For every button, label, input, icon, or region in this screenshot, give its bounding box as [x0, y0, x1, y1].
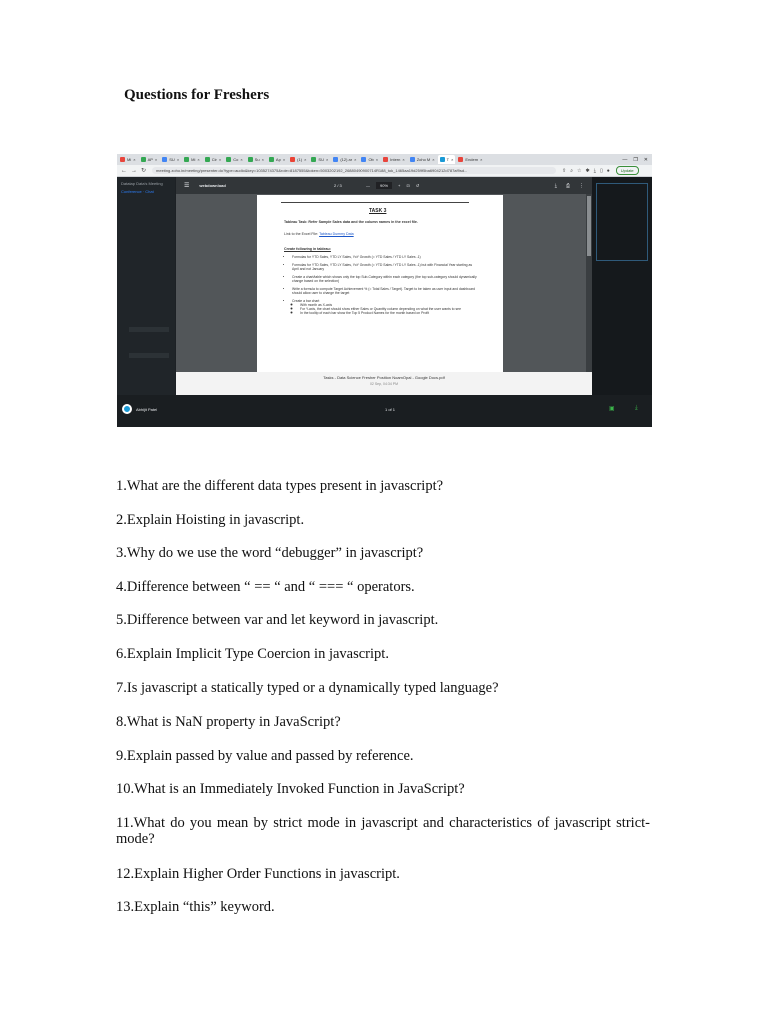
- tab-favicon-icon: [205, 157, 210, 162]
- browser-address-bar: [117, 165, 652, 177]
- tab-favicon-icon: [290, 157, 295, 162]
- browser-tab: [359, 155, 380, 164]
- tab-favicon-icon: [184, 157, 189, 162]
- tab-favicon-icon: [248, 157, 253, 162]
- pdf-caption-title: Tasks - Data Science Fresher Position NoamOpal - Google Docs.pdf: [323, 375, 445, 380]
- zoom-out-icon: —: [366, 183, 370, 188]
- browser-tab: [381, 155, 407, 164]
- question-item: 12.Explain Higher Order Functions in javascript.: [116, 866, 400, 882]
- tab-favicon-icon: [311, 157, 316, 162]
- question-item: 5.Difference between var and let keyword in javascript.: [116, 612, 439, 628]
- tab-label: Cir: [211, 157, 217, 162]
- download-icon: ⤓: [593, 167, 596, 174]
- more-icon: ⋮: [579, 182, 584, 189]
- tab-favicon-icon: [269, 157, 274, 162]
- question-item: 2.Explain Hoisting in javascript.: [116, 512, 305, 528]
- tab-favicon-icon: [120, 157, 125, 162]
- sidebar-icon: ▯: [599, 167, 603, 174]
- tab-close-icon: ×: [218, 157, 222, 162]
- task-sub-bullet: ◦ In the tooltip of each bar show the Top 5 Product Names for the month based on Profit: [300, 311, 477, 315]
- browser-tab: [438, 155, 456, 164]
- tab-close-icon: ×: [325, 157, 329, 162]
- browser-tab: [408, 155, 437, 164]
- chat-icon: ▣: [609, 406, 615, 412]
- task-bullet: • Formulas for YTD Sales, YTD LY Sales, YoY Growth (= YTD Sales / YTD LY Sales -1): [292, 255, 477, 259]
- search-icon: ⌕: [570, 167, 574, 174]
- question-item: 13.Explain “this” keyword.: [116, 899, 275, 915]
- tab-favicon-icon: [458, 157, 463, 162]
- tab-close-icon: ×: [480, 157, 483, 162]
- pdf-filename: webdownload: [199, 183, 226, 188]
- browser-tab: [160, 155, 181, 164]
- tab-label: Mi: [191, 157, 196, 162]
- forward-icon: →: [131, 167, 137, 174]
- browser-tab: [456, 155, 484, 164]
- tab-close-icon: ×: [154, 157, 158, 162]
- question-item: 4.Difference between “ == “ and “ === “ operators.: [116, 579, 415, 595]
- question-item: 10.What is an Immediately Invoked Function in JavaScript?: [116, 781, 465, 797]
- tab-close-icon: ×: [375, 157, 379, 162]
- tab-label: Ap: [275, 157, 281, 162]
- browser-tab: [267, 155, 287, 164]
- update-button: Update: [616, 166, 639, 175]
- question-item: 7.Is javascript a statically typed or a dynamically typed language?: [116, 680, 499, 696]
- avatar: [122, 404, 132, 414]
- download-icon: ⤓: [635, 405, 638, 411]
- tab-close-icon: ×: [354, 157, 357, 162]
- pdf-caption: [176, 372, 592, 395]
- task-bullet: • Create a chart/table which shows only the top Sub-Category within each category (the top sub-category should dynamically change based on the selection): [292, 275, 477, 283]
- browser-tab: [309, 155, 330, 164]
- sidebar-doc-item: [129, 353, 169, 358]
- browser-tab: [182, 155, 202, 164]
- pdf-page: [257, 195, 503, 372]
- meeting-right-panel: [592, 177, 652, 405]
- question-item: 8.What is NaN property in JavaScript?: [116, 714, 341, 730]
- back-icon: ←: [121, 167, 127, 174]
- fit-page-icon: ⊡: [406, 183, 410, 188]
- tab-label: T: [446, 157, 450, 162]
- tab-close-icon: ×: [402, 157, 405, 162]
- task-bullet: • Create a bar chart ◦ With month as X-axis ◦ For Y-axis, the chart should show either Sales or Quantity column depending on what the user wants to see ◦ In the tooltip of each bar show the Top 5 Product Names for the month based on Profit: [292, 299, 477, 315]
- meeting-title: Datatap Data's Meeting: [121, 181, 163, 186]
- tab-close-icon: ×: [133, 157, 136, 162]
- tab-label: Mi: [127, 157, 132, 162]
- minimize-icon: —: [622, 156, 628, 163]
- reload-icon: ↻: [141, 168, 147, 174]
- share-icon: ⇪: [562, 167, 567, 174]
- maximize-icon: ❐: [633, 156, 638, 163]
- pdf-viewer: [176, 177, 592, 395]
- tab-favicon-icon: [141, 157, 146, 162]
- presenter: [122, 404, 157, 414]
- tab-close-icon: ×: [304, 157, 307, 162]
- tab-favicon-icon: [226, 157, 231, 162]
- browser-tab: [246, 155, 266, 164]
- sidebar-doc-item: [129, 327, 169, 332]
- tab-close-icon: ×: [451, 157, 454, 162]
- zoom-in-icon: +: [398, 183, 401, 188]
- create-heading: Create following in tableau:: [284, 247, 331, 251]
- tab-label: (12) ar: [340, 157, 353, 162]
- tab-label: Endem: [465, 157, 479, 162]
- page-title: Questions for Freshers: [124, 87, 270, 103]
- task-description: Tableau Task: Refer Sample Sales data and the column names in the excel file.: [284, 220, 418, 224]
- menu-icon: ☰: [184, 183, 190, 189]
- browser-tab-bar: [117, 154, 652, 165]
- excel-link-line: Link to the Excel File: Tableau Dummy Data: [284, 232, 354, 236]
- tab-label: SU: [318, 157, 324, 162]
- tab-label: Su: [254, 157, 260, 162]
- tab-favicon-icon: [333, 157, 338, 162]
- embedded-screenshot: [117, 154, 652, 427]
- presenter-name: Abhijit Patel: [136, 406, 158, 412]
- meeting-subtitle: Conference · Chat: [121, 189, 154, 194]
- browser-tab: [139, 155, 160, 164]
- question-item: 9.Explain passed by value and passed by reference.: [116, 748, 414, 764]
- tab-close-icon: ×: [282, 157, 286, 162]
- tab-close-icon: ×: [261, 157, 264, 162]
- pdf-toolbar: [176, 177, 592, 194]
- tab-favicon-icon: [383, 157, 388, 162]
- close-icon: ✕: [643, 156, 648, 163]
- download-icon: ⤓: [554, 182, 557, 189]
- print-icon: ⎙: [565, 182, 570, 189]
- tab-favicon-icon: [410, 157, 415, 162]
- rotate-icon: ↺: [415, 183, 420, 188]
- video-frame: [596, 183, 648, 261]
- divider: [281, 202, 469, 203]
- meeting-bottom-bar: [117, 395, 652, 427]
- tab-label: AP: [147, 157, 153, 162]
- tab-favicon-icon: [162, 157, 167, 162]
- pdf-page-indicator: 2 / 3: [334, 183, 342, 188]
- tab-label: (1): [297, 157, 303, 162]
- tab-label: Zoho M: [416, 157, 431, 162]
- tab-favicon-icon: [440, 157, 445, 162]
- tab-label: SU: [169, 157, 175, 162]
- tab-close-icon: ×: [176, 157, 180, 162]
- browser-tab: [224, 155, 244, 164]
- meeting-sidebar: [117, 177, 175, 405]
- task-sub-bullet: ◦ For Y-axis, the chart should show either Sales or Quantity column depending on what the user wants to see: [300, 307, 477, 311]
- question-item: 11.What do you mean by strict mode in javascript and characteristics of javascript strict-mode?: [116, 815, 650, 847]
- zoom-level: 90%: [376, 182, 392, 189]
- task-sub-bullet: ◦ With month as X-axis: [300, 303, 477, 307]
- tab-label: Co: [233, 157, 239, 162]
- browser-tab: [203, 155, 223, 164]
- pdf-scrollbar: [586, 194, 592, 395]
- tab-close-icon: ×: [432, 157, 435, 162]
- task-bullet: • Formulas for YTD Sales, YTD LY Sales, YoY Growth (= YTD Sales / YTD LY Sales -1) but with Financial Year starting as April and not January: [292, 263, 477, 271]
- window-controls: [622, 157, 652, 163]
- question-item: 6.Explain Implicit Type Coercion in javascript.: [116, 646, 389, 662]
- tab-label: Ob: [368, 157, 374, 162]
- star-icon: ☆: [577, 167, 582, 174]
- url-field: meeting.zoho.in/meeting/presenter.do?type=audio&key=1035274375&role=8187555&token=5003202192_26880490900714R188_tok_1465aa19d259f5ba6904212d787af9sd...: [152, 167, 556, 174]
- task-title: TASK 3: [369, 208, 387, 214]
- question-item: 1.What are the different data types present in javascript?: [116, 478, 444, 494]
- browser-tab: [331, 155, 358, 164]
- task-bullet-list: [284, 255, 477, 319]
- browser-tab: [118, 155, 138, 164]
- profile-icon: ●: [606, 167, 610, 174]
- tab-close-icon: ×: [240, 157, 243, 162]
- tab-favicon-icon: [361, 157, 366, 162]
- pdf-caption-time: 02 Sep, 04:34 PM: [369, 382, 399, 386]
- task-bullet: • Write a formula to compute Target Achievement % (= Total Sales / Target). Target to be taken as user input and dashboard should allow user to change the target: [292, 287, 477, 295]
- tab-close-icon: ×: [197, 157, 200, 162]
- question-item: 3.Why do we use the word “debugger” in javascript?: [116, 545, 424, 561]
- tab-label: Intern: [390, 157, 401, 162]
- extension-icon: ✱: [585, 167, 590, 174]
- browser-tab: [288, 155, 308, 164]
- slide-count: 1 of 1: [385, 407, 396, 412]
